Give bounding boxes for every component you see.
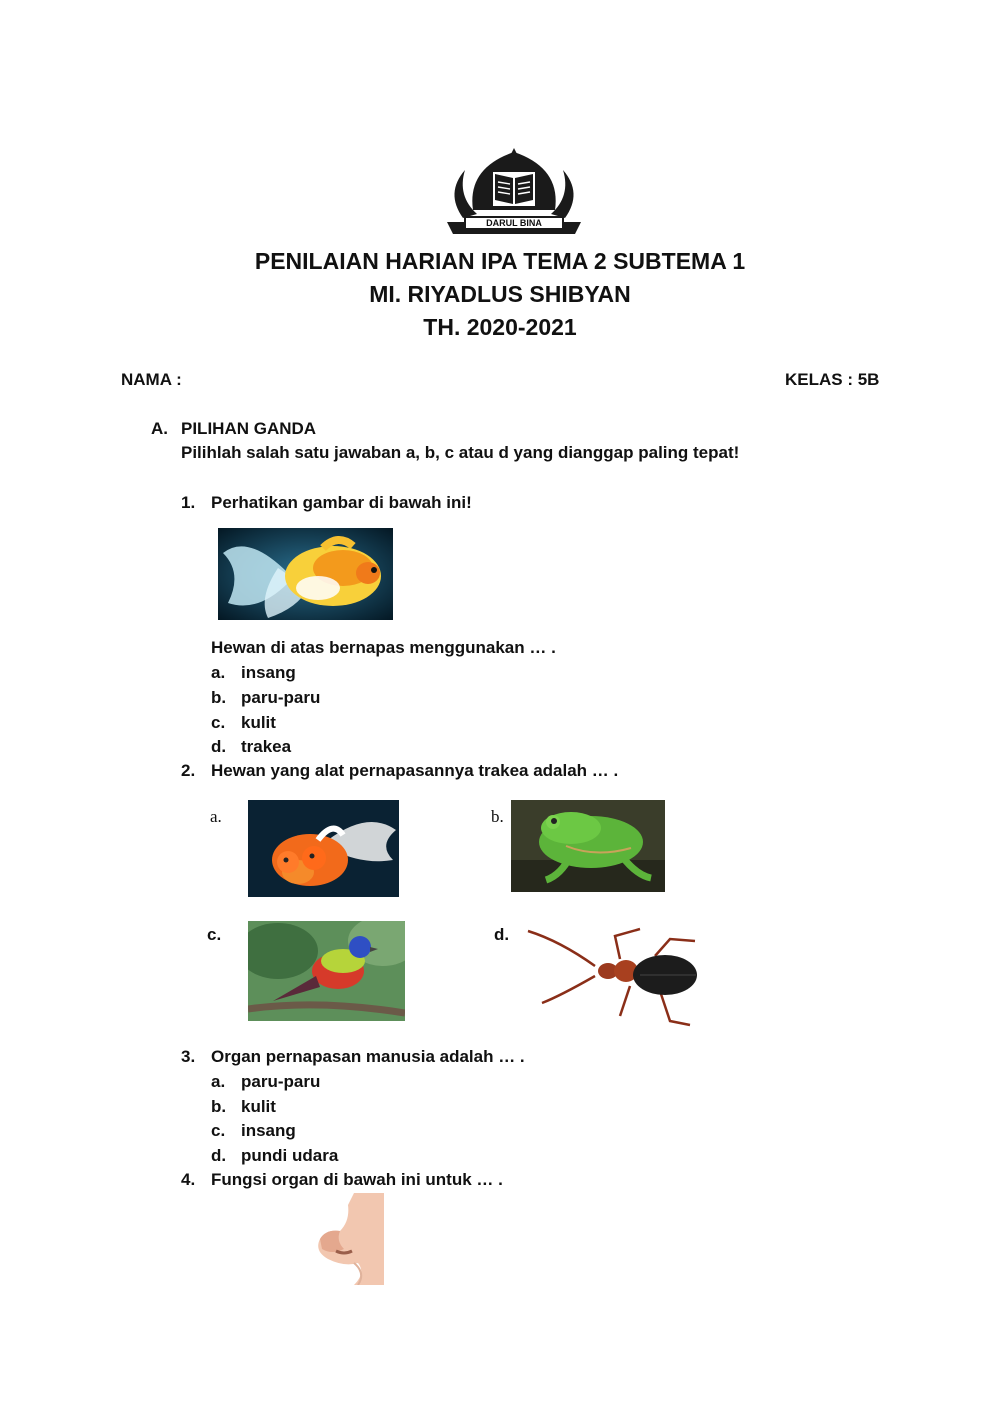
question-number: 3.: [181, 1047, 196, 1066]
question-number: 1.: [181, 493, 196, 512]
image-option-letter: d.: [494, 925, 510, 944]
question-text: Organ pernapasan manusia adalah … .: [211, 1047, 525, 1066]
school-year: TH. 2020-2021: [423, 314, 577, 340]
logo-text: DARUL BINA: [486, 218, 542, 228]
section-instruction: Pilihlah salah satu jawaban a, b, c atau d yang dianggap paling tepat!: [181, 443, 740, 462]
option-text: paru-paru: [241, 688, 321, 707]
option-letter: c.: [211, 1121, 226, 1140]
school-logo: [443, 148, 585, 234]
question-prompt: Hewan di atas bernapas menggunakan … .: [211, 638, 556, 657]
question-text: Fungsi organ di bawah ini untuk … .: [211, 1170, 503, 1189]
option-text: insang: [241, 1121, 296, 1140]
option-letter: c.: [211, 713, 226, 732]
section-marker: A.: [151, 419, 168, 438]
nama-label: NAMA :: [121, 370, 182, 389]
option-text: insang: [241, 663, 296, 682]
school-name: MI. RIYADLUS SHIBYAN: [369, 281, 631, 307]
option-text: paru-paru: [241, 1072, 321, 1091]
option-letter: d.: [211, 1146, 227, 1165]
option-text: pundi udara: [241, 1146, 339, 1165]
section-title: PILIHAN GANDA: [181, 419, 317, 438]
kelas-label: KELAS : 5B: [785, 370, 880, 389]
question-text: Hewan yang alat pernapasannya trakea adalah … .: [211, 761, 619, 780]
nose-image: [314, 1193, 384, 1285]
option-text: kulit: [241, 713, 276, 732]
bird-image[interactable]: [248, 921, 405, 1021]
question-number: 2.: [181, 761, 196, 780]
question-text: Perhatikan gambar di bawah ini!: [211, 493, 472, 512]
frog-image[interactable]: [511, 800, 665, 892]
image-option-letter: c.: [207, 925, 222, 944]
image-option-letter: b.: [491, 807, 504, 826]
option-letter: b.: [211, 688, 227, 707]
option-letter: b.: [211, 1097, 227, 1116]
beetle-image[interactable]: [520, 921, 711, 1029]
option-letter: a.: [211, 1072, 226, 1091]
exam-title: PENILAIAN HARIAN IPA TEMA 2 SUBTEMA 1: [254, 248, 746, 274]
image-option-letter: a.: [210, 807, 222, 826]
option-text: trakea: [241, 737, 292, 756]
option-letter: a.: [211, 663, 226, 682]
goldfish-image: [218, 528, 393, 620]
option-text: kulit: [241, 1097, 276, 1116]
goldfish-image[interactable]: [248, 800, 399, 897]
option-letter: d.: [211, 737, 227, 756]
question-number: 4.: [181, 1170, 196, 1189]
